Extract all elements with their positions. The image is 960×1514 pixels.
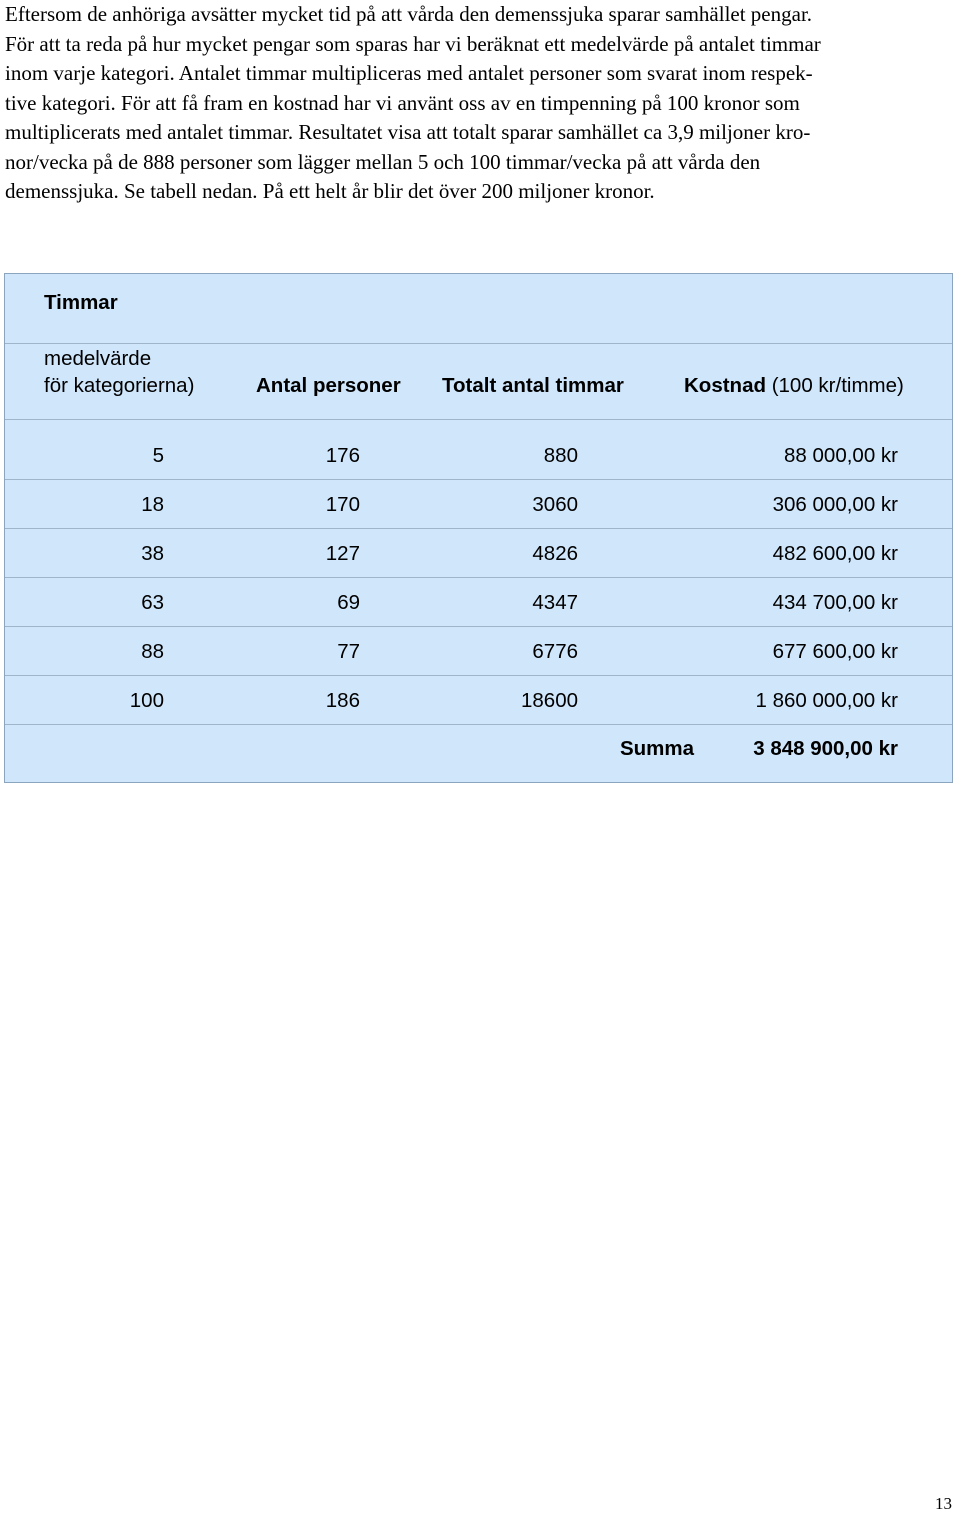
header-kostnad-unit: (100 kr/timme) [766, 374, 904, 397]
header-col1-line2: för kategorierna) [44, 374, 195, 397]
cell-persons: 186 [325, 689, 360, 712]
row-divider [5, 343, 952, 344]
row-divider [5, 528, 952, 529]
cell-cost: 482 600,00 kr [772, 542, 898, 565]
table-title: Timmar [44, 291, 118, 314]
intro-line: Eftersom de anhöriga avsätter mycket tid på att vårda den demenssjuka sparar samhället pengar. [5, 2, 813, 26]
row-divider [5, 724, 952, 725]
cell-total-hours: 3060 [532, 493, 578, 516]
cell-persons: 127 [325, 542, 360, 565]
page-number: 13 [935, 1494, 952, 1513]
intro-line: inom varje kategori. Antalet timmar multipliceras med antalet personer som svarat inom respek- [5, 61, 813, 85]
header-kostnad-bold: Kostnad [684, 374, 766, 397]
header-kostnad [684, 374, 904, 398]
cell-hours: 5 [152, 444, 164, 467]
cell-total-hours: 4826 [532, 542, 578, 565]
cell-total-hours: 6776 [532, 640, 578, 663]
intro-line: nor/vecka på de 888 personer som lägger mellan 5 och 100 timmar/vecka på att vårda den [5, 149, 761, 174]
cell-hours: 100 [129, 689, 164, 712]
cell-persons: 170 [325, 493, 360, 516]
cell-hours: 88 [141, 640, 164, 663]
header-totalt-antal-timmar: Totalt antal timmar [442, 374, 624, 397]
row-divider [5, 675, 952, 676]
cell-persons: 176 [325, 444, 360, 467]
cell-persons: 77 [337, 640, 360, 663]
intro-line: tive kategori. För att få fram en kostnad har vi använt oss av en timpenning på 100 kronor som [5, 90, 800, 115]
sum-value: 3 848 900,00 kr [753, 737, 898, 760]
header-col1-line1: medelvärde [44, 347, 152, 370]
header-antal-personer: Antal personer [256, 374, 401, 397]
cost-table [4, 273, 953, 783]
row-divider [5, 577, 952, 578]
row-divider [5, 419, 952, 420]
row-divider [5, 479, 952, 480]
cell-hours: 63 [141, 591, 164, 614]
cell-cost: 306 000,00 kr [772, 493, 898, 516]
cell-hours: 38 [141, 542, 164, 565]
cell-cost: 677 600,00 kr [772, 640, 898, 663]
intro-line: demenssjuka. Se tabell nedan. På ett helt år blir det över 200 miljoner kronor. [5, 179, 655, 203]
cell-cost: 434 700,00 kr [772, 591, 898, 614]
cell-persons: 69 [337, 591, 360, 614]
cell-total-hours: 4347 [532, 591, 578, 614]
cell-hours: 18 [141, 493, 164, 516]
intro-line: För att ta reda på hur mycket pengar som sparas har vi beräknat ett medelvärde på antalet timmar [5, 31, 821, 56]
intro-line: multiplicerats med antalet timmar. Resultatet visa att totalt sparar samhället ca 3,9 miljoner kro- [5, 120, 811, 144]
cell-cost: 1 860 000,00 kr [755, 689, 898, 712]
cell-total-hours: 880 [543, 444, 578, 467]
cell-total-hours: 18600 [520, 689, 578, 712]
sum-label: Summa [619, 737, 694, 760]
intro-paragraph [5, 0, 950, 207]
cell-cost: 88 000,00 kr [784, 444, 898, 467]
row-divider [5, 626, 952, 627]
